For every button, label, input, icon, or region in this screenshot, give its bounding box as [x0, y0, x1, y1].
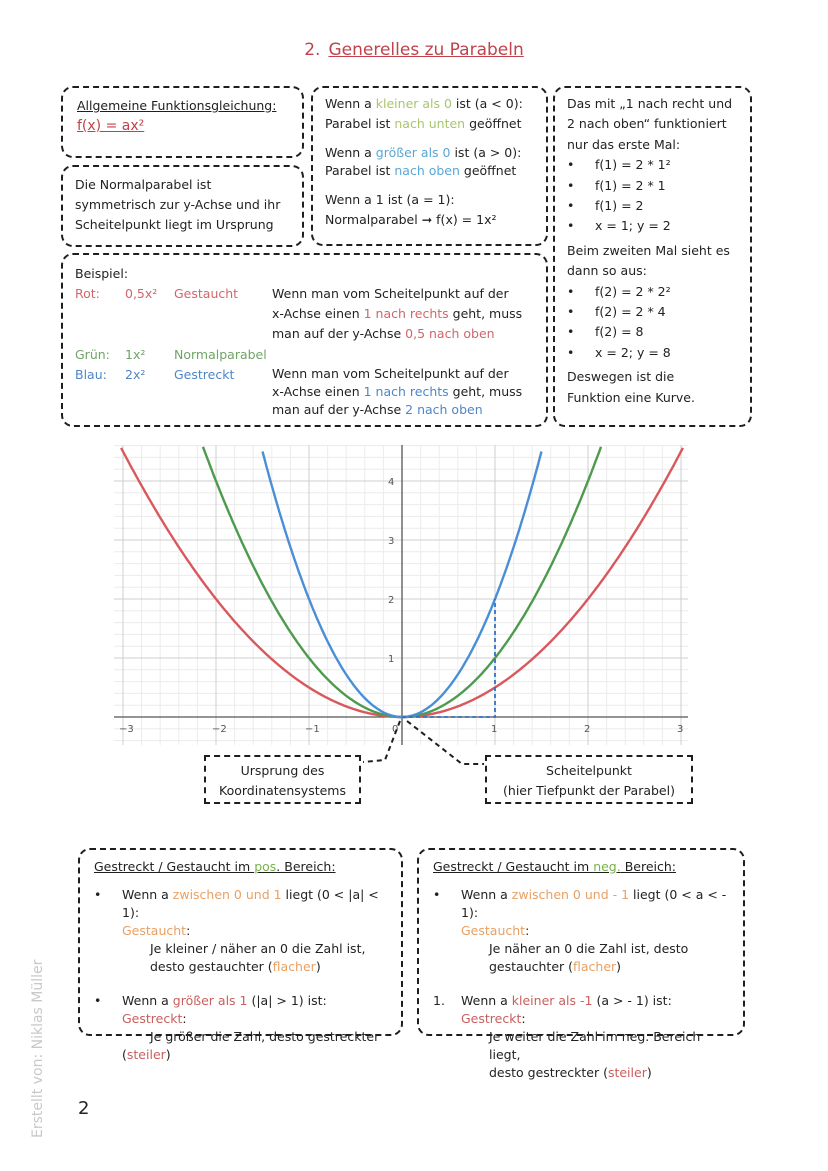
x-tick-label: 0	[392, 724, 399, 735]
list-item: • f(1) = 2 * 1²	[567, 157, 671, 173]
case-positive: Wenn a größer als 0 ist (a > 0):	[325, 145, 522, 160]
y-tick-label: 1	[388, 654, 395, 665]
example-red-name: Rot:	[75, 286, 100, 301]
y-tick-label: 2	[388, 595, 395, 606]
positive-range-box	[78, 848, 403, 1062]
opening-direction-box: Wenn a kleiner als 0 ist (a < 0): Parabel ist nach unten geöffnet Wenn a größer als 0 ist (a > 0): Parabel ist nach oben geöffnet Wenn a 1 ist (a = 1): Normalparabel ➞ f(x) = 1x²	[311, 86, 548, 246]
case-one: Wenn a 1 ist (a = 1):	[325, 192, 455, 207]
list-item: • f(1) = 2 * 1	[567, 177, 666, 193]
example-green-formula: 1x²	[125, 347, 146, 362]
example-blue-formula: 2x²	[125, 367, 146, 382]
list-item: • f(2) = 8	[567, 324, 644, 340]
explanation-box: Das mit „1 nach recht und 2 nach oben“ funktioniert nur das erste Mal: • f(1) = 2 * 1² • f(1) = 2 * 1 • f(1) = 2 • x = 1; y = 2 Beim zweiten Mal sieht es dann so aus: • f(2) = 2 * 2² • f(2) = 2 * 4 • f(2) = 8 • x = 2; y = 8 Deswegen ist die Funktion eine Kurve.	[553, 86, 752, 427]
example-blue-name: Blau:	[75, 367, 107, 382]
normal-parabola-line: symmetrisch zur y-Achse und ihr	[75, 197, 281, 212]
major-grid	[114, 445, 688, 745]
list-item: • f(2) = 2 * 2²	[567, 283, 671, 299]
case-negative: Wenn a kleiner als 0 ist (a < 0):	[325, 96, 523, 111]
highlight-negative: kleiner als 0	[375, 96, 452, 111]
callout-lines	[363, 721, 484, 764]
highlight-positive: größer als 0	[375, 145, 451, 160]
author-watermark: Erstellt von: Niklas Müller	[30, 959, 46, 1138]
page-number: 2	[78, 1098, 90, 1119]
y-tick-label: 3	[388, 536, 395, 547]
list-item: • Wenn a zwischen 0 und 1 liegt (0 < |a| < 1): Gestaucht: Je kleiner / näher an 0 die Zahl ist, desto gestauchter (flacher)	[94, 887, 379, 974]
list-item: • x = 1; y = 2	[567, 218, 671, 234]
x-tick-label: 1	[491, 724, 498, 735]
example-red-formula: 0,5x²	[125, 286, 158, 301]
origin-callout: Ursprung des Koordinatensystems	[204, 755, 361, 804]
axes	[114, 445, 688, 745]
normal-parabola-line: Scheitelpunkt liegt im Ursprung	[75, 217, 274, 232]
x-tick-label: −1	[305, 724, 320, 735]
example-heading: Beispiel:	[75, 266, 129, 281]
negative-range-heading: Gestreckt / Gestaucht im neg. Bereich:	[433, 859, 676, 874]
example-green-name: Grün:	[75, 347, 110, 362]
list-item: • Wenn a größer als 1 (|a| > 1) ist: Gestreckt: Je größer die Zahl, desto gestreckter (steiler)	[94, 993, 380, 1062]
example-green-type: Normalparabel	[174, 347, 267, 362]
y-tick-label: 4	[388, 477, 395, 488]
x-tick-label: 2	[584, 724, 591, 735]
general-equation-heading: Allgemeine Funktionsgleichung:	[77, 98, 277, 113]
vertex-callout: Scheitelpunkt (hier Tiefpunkt der Parabel)	[485, 755, 693, 804]
x-tick-label: −2	[212, 724, 227, 735]
example-red-desc: Wenn man vom Scheitelpunkt auf der x-Achse einen 1 nach rechts geht, muss man auf der y-Achse 0,5 nach oben	[272, 286, 523, 341]
minor-grid	[114, 445, 688, 745]
negative-range-box	[417, 848, 745, 1080]
list-item: • f(1) = 2	[567, 198, 644, 214]
normal-parabola-line: Die Normalparabel ist	[75, 177, 212, 192]
section-title: Generelles zu Parabeln	[328, 40, 524, 60]
general-equation-formula: f(x) = ax²	[77, 118, 145, 134]
example-blue-desc: Wenn man vom Scheitelpunkt auf der x-Achse einen 1 nach rechts geht, muss man auf der y-Achse 2 nach oben	[272, 366, 523, 417]
list-item: • f(2) = 2 * 4	[567, 304, 666, 320]
x-tick-label: −3	[119, 724, 134, 735]
list-item: • Wenn a zwischen 0 und - 1 liegt (0 < a < - 1): Gestaucht: Je näher an 0 die Zahl ist, desto gestauchter (flacher)	[433, 887, 727, 974]
example-red-type: Gestaucht	[174, 286, 239, 301]
list-item: 1. Wenn a kleiner als -1 (a > - 1) ist: Gestreckt: Je weiter die Zahl im neg. Bereich liegt, desto gestreckter (steiler)	[433, 993, 701, 1080]
section-number: 2.	[304, 40, 321, 60]
list-item: • x = 2; y = 8	[567, 344, 671, 360]
positive-range-heading: Gestreckt / Gestaucht im pos. Bereich:	[94, 859, 336, 874]
tick-labels	[119, 477, 683, 735]
x-tick-label: 3	[677, 724, 684, 735]
example-blue-type: Gestreckt	[174, 367, 235, 382]
arrow-right-icon: ➞	[421, 212, 433, 227]
